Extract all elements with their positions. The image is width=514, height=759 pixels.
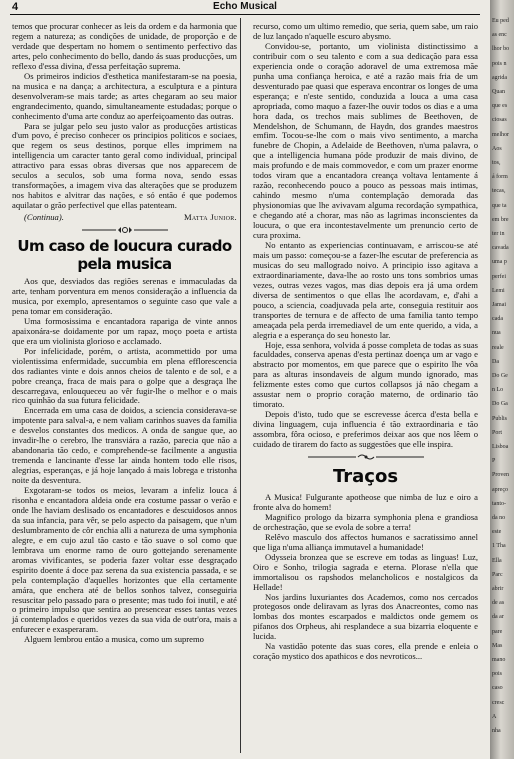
article-title: Um caso de loucura curado pela musica bbox=[17, 237, 232, 274]
paragraph: Convidou-se, portanto, um violinista distinctissimo a contribuir com o seu talento e com a sua dedicação para essa experiencia onde o coração adoravel de uma extremosa mãe punha uma confiança heroica, e até a razão mais fria de um desventurado pae quasi que esperava encontrar os longes de uma esperança; e n'este sentido, conduzida a louca a uma casa apropriada, como maquo a fazer-lhe ouvir todos os dias e a uma hora dada, os trechos mais sublimes de Beethoven, de Mendelshon, de Schumann, de Haydn, dos grandes maestros emfim. Tocou-se-lhe com o mais vivo sentimento, a marcha funebre de Chopin, a Adelaide de Beethoven, n'uma palavra, o que a intelligencia humana póde produzir de mais divino, de mais profundo e de mais commovedor, e com um prazer enorme todos viram que a encantadora creança voltava lentamente á razão, reconhecendo pouco a pouco as pessoas mais intimas, cahindo mesmo n'uma contemplação demorada das physionomias que lhe avivavam alguma recordação sympathica, e chegando até a chorar, mas não as lagrimas inconscientes da loucura, o que era incontestavelmente um prenuncio certo de cura proxima. bbox=[253, 40, 478, 241]
spine-text-fragment: caso bbox=[492, 685, 503, 692]
spine-text-fragment: A bbox=[492, 713, 497, 720]
spine-text-fragment: mano bbox=[492, 657, 506, 663]
column-divider bbox=[240, 18, 241, 753]
spine-text-fragment: tos, bbox=[492, 160, 501, 166]
spine-text-fragment: Eu ped bbox=[492, 18, 509, 24]
paragraph: Depois d'isto, tudo que se escrevesse ácerca d'esta bella e divina linguagem, cuja influencia é tão extraordinaria e tão assombra, fôra ocioso, e preferimos deixar aos que nos lêem o cuidado de tirarem do facto as suggestões que elle inspira. bbox=[253, 409, 478, 450]
spine-text-fragment: da no bbox=[492, 515, 506, 521]
spine-text-fragment: Lemi bbox=[492, 287, 505, 294]
paragraph: No entanto as experiencias continuavam, e arriscou-se até mais um passo: começou-se a fazer-lhe escutar de preferencia as musicas do seu mallogrado noivo. A principio isso agitava a extraordinariamente, dava-lhe ao rosto uns tons sombrios umas vezes, outras vezes vagos, mas dias depois era já uma ordem diversa de sentimentos o que ellas lhe acordavam, e, d'ahi a pouco, a sciencia, coadjuvada pela arte, conseguia restituir aos transportes de ternura e de affecto de uma familia tanto tempo ameaçada pela perda irremediavel de um ente querido, a vida, a alegria e a esperança do seu honesto lar. bbox=[253, 239, 478, 340]
spine-text-fragment: de as bbox=[492, 600, 505, 607]
spine-text-fragment: ter in bbox=[492, 231, 505, 237]
paragraph: Nos jardins luxuriantes dos Academos, como nos cercados protegosos onde deliravam as lyras dos Anacreontes, como nas lombas dos montes escarpados e maldictos onde gemem os pifanos dos Orpheus, ahi resplandece a sua bizarria eloquente e lucida. bbox=[253, 591, 478, 642]
paragraph: Os primeiros indicios d'esthetica manifestaram-se na poesia, na musica e na dança; a architectura, a esculptura e a pintura desenvolveram-se mais tarde; as artes chegaram ao seu maior engrandecimento, quando, simultaneamente estudadas; porque o conhecimento d'uma arte conduz ao aperfeiçoamento das outras. bbox=[12, 70, 237, 121]
spine-text-fragment: abrir bbox=[492, 586, 504, 592]
header-rule bbox=[10, 14, 480, 15]
spine-text-fragment: Publis bbox=[492, 415, 508, 422]
paragraph: Hoje, essa senhora, volvida á posse completa de todas as suas faculdades, conserva apenas d'esta pertinaz doença um ar vago e abstracto por momentos, em que parece que o espirito lhe vôa para as alturas insondaveis de algum mundo ignorado, mas felizmente estes como que curtos collapsos já não chegam a assustar nem o proprio coração materno, de ordinario tão timorato. bbox=[253, 339, 478, 410]
spine-text-fragment: á form bbox=[492, 174, 508, 181]
paragraph: temos que procurar conhecer as leis da ordem e da harmonia que regem a natureza; as condições de unidade, de proporção e de verdade que despertam no homem o sentimento perfectivo das artes, pelo conhecimento do bello, dando ás suas producções, um reflexo d'essa divina, d'essa perfeitação suprema. bbox=[12, 21, 237, 71]
spine-text-fragment: reale bbox=[492, 344, 504, 351]
spine-text-fragment: cada bbox=[492, 316, 503, 323]
left-column bbox=[12, 22, 237, 645]
ornament-divider bbox=[253, 453, 478, 461]
spine-text-fragment: as enc bbox=[492, 32, 507, 39]
spine-text-fragment: da ar bbox=[492, 614, 504, 621]
paragraph: Odysseia bronzea que se escreve em todas as linguas! Luz, Oiro e Sonho, trilogia sagrada e eterna. Plorase n'ella que immortalisou os rapshodos melancholicos e nostalgicos da Hellade! bbox=[253, 551, 478, 592]
paragraph: Relêvo masculo dos affectos humanos e sacratissimo annel que liga n'uma alliança immutavel a humanidade! bbox=[253, 531, 478, 552]
ornament-divider bbox=[12, 226, 237, 234]
spine-text-fragment: Quan bbox=[492, 89, 505, 95]
author-signature: Matta Junior. bbox=[183, 212, 237, 223]
spine-text-fragment: n Lo bbox=[492, 387, 504, 394]
paragraph: Para se julgar pelo seu justo valor as producções artisticas d'um povo, é preciso conhecer os principios politicos e sociaes, que regem os seus destinos, porque elles imprimem na intelligencia um caracter tanto geral como individual, principal attractivo para essas obras diversas que nos apparecem de seculos a seculos, sob uma forma nova, sendo essas transformações, a imagem viva das alterações que se produzem nos habitos e alvitrar das nações, e só então é que podemos aquilatar o grão perfectivel que ellas patenteam. bbox=[12, 120, 237, 211]
paragraph: Magnifico prologo da bizarra symphonia plena e grandiosa de orchestração, que se evola de sobre a terra! bbox=[253, 511, 478, 532]
paragraph: Aos que, desviados das regiões serenas e immaculadas da arte, tenham porventura em menos consideração a influencia da musica, por exemplo, apresentamos o seguinte caso que vale a pena tomar em consideração. bbox=[12, 276, 237, 316]
paragraph: Uma formosissima e encantadora rapariga de vinte annos apaixonára-se doidamente por um rapaz, moço poeta e artista que era um violinista glorioso e acclamado. bbox=[12, 315, 237, 346]
spine-text-fragment: agrida bbox=[492, 74, 507, 81]
spine-text-fragment: P bbox=[492, 458, 496, 465]
spine-text-fragment: cresc bbox=[492, 699, 505, 706]
paragraph: Na vastidão potente das suas cores, ella prende e enleia o coração mystico dos apathicos e dos nevroticos... bbox=[253, 641, 478, 662]
article-title: Traços bbox=[332, 465, 399, 487]
right-column bbox=[253, 22, 478, 662]
page-number: 4 bbox=[12, 1, 19, 13]
paragraph: Encerrada em uma casa de doidos, a sciencia considerava-se impotente para salval-a, e nem valiam carinhos suaves da familia e desvelos constantes dos medicos. A onda de sangue que, ao invadir-lhe o cerebro, lhe transviára a razão, parecia que não a abandonaria tão cedo, e comprehende-se facilmente a angustia tremenda e lancinante d'esse lar ainda hontem todo elle risos, alegrias, esperanças, e já hoje lançado á mais lobrega e tristonha noite da desventura. bbox=[12, 405, 237, 486]
spine-text-fragment: Ella bbox=[492, 557, 502, 564]
page-header bbox=[10, 0, 480, 14]
spine-text-fragment: uma p bbox=[492, 259, 507, 266]
spine-text-fragment: melhor bbox=[492, 131, 509, 138]
continued-note: (Continua). bbox=[24, 212, 64, 223]
paragraph: Por infelicidade, porém, o artista, acommettido por uma violentissima enfermidade, succumbia em plena efflorescencia dos radiantes vinte e dois annos cheios de talento e de sol, e a pobre creança, fraca de mais para o golpe que a desgraça lhe descarregava, enlouqueceu ao vêr fugir-lhe o melhor e o mais rico quinhão da sua futura felicidade. bbox=[12, 345, 237, 406]
spine-text-fragment: ciosas bbox=[492, 117, 507, 124]
spine-text-fragment: Do Ge bbox=[492, 373, 508, 379]
spine-text-fragment: Lisboa bbox=[492, 444, 509, 450]
spine-text-fragment: nua bbox=[492, 330, 501, 337]
spine-text-fragment: Da bbox=[492, 358, 499, 365]
paragraph: recurso, como um ultimo remedio, que seria, quem sabe, um raio de luz lançado n'aquelle escuro abysmo. bbox=[253, 21, 478, 41]
paragraph: A Musica! Fulgurante apotheose que nimba de luz e oiro a fronte alva do homem! bbox=[253, 491, 478, 512]
spine-text-fragment: em bre bbox=[492, 216, 509, 223]
spine-text-fragment: perfei bbox=[492, 273, 506, 280]
spine-text-fragment: Parc bbox=[492, 571, 503, 578]
spine-text-fragment: Do Ga bbox=[492, 401, 508, 408]
spine-text-fragment: este bbox=[492, 529, 502, 536]
spine-text-fragment: Proven bbox=[492, 472, 509, 479]
spine-text-fragment: 1 Tha bbox=[492, 543, 506, 550]
spine-text-fragment: que es bbox=[492, 103, 508, 110]
spine-text-fragment: Port bbox=[492, 429, 503, 436]
paragraph: Alguem lembrou então a musica, como um supremo bbox=[24, 634, 204, 645]
spine-text-fragment: nha bbox=[492, 728, 501, 734]
spine-text-fragment: Aos bbox=[492, 145, 502, 152]
spine-text-fragment: pois bbox=[492, 671, 503, 678]
spine-text-fragment: apreço bbox=[492, 486, 508, 493]
spine-text-fragment: que ta bbox=[492, 202, 507, 209]
journal-title: Echo Musical bbox=[213, 1, 277, 12]
spine-text-fragment: Mas bbox=[492, 642, 503, 649]
adjacent-page-edge bbox=[490, 0, 514, 759]
spine-text-fragment: pois n bbox=[492, 60, 507, 67]
spine-text-fragment: cavada bbox=[492, 245, 509, 252]
paragraph: Exgotaram-se todos os meios, levaram a infeliz louca á risonha e encantadora aldeia onde era costume passar o verão e onde lhe haviam deslisado os encantadores e descuidosos annos da sua infancia, para vêr, se pelo aspecto da paisagem, que n'um deslumbramento de côr enchia alli a natureza de uma symphonia alegre, e em cujo azul tão casto e tão suave o sol como que lembrava um enorme ramo de ouro gottejando serenamente aromas vivificantes, se poderia fazer voltar esse desgraçado espirito doente á doce paz serena da sua existencia passada, e se pela contemplação d'aquelles horizontes que ella certamente amára, que enchera até de bellos sonhos talvez, conseguiria resuscitar pelo passado para o presente; mas tudo foi inutil, e até o primeiro impulso que sentira ao presencear esses tantas vezes já contemplados e queridos vezes da sua vida de outr'ora, mais a enfurecer e exasperaram. bbox=[12, 485, 237, 635]
spine-text-fragment: Jamai bbox=[492, 302, 506, 308]
spine-text-fragment: tanto- bbox=[492, 500, 506, 507]
spine-text-fragment: tecas, bbox=[492, 188, 506, 195]
spine-text-fragment: pare bbox=[492, 628, 503, 635]
spine-text-fragment: lhor bo bbox=[492, 46, 510, 53]
